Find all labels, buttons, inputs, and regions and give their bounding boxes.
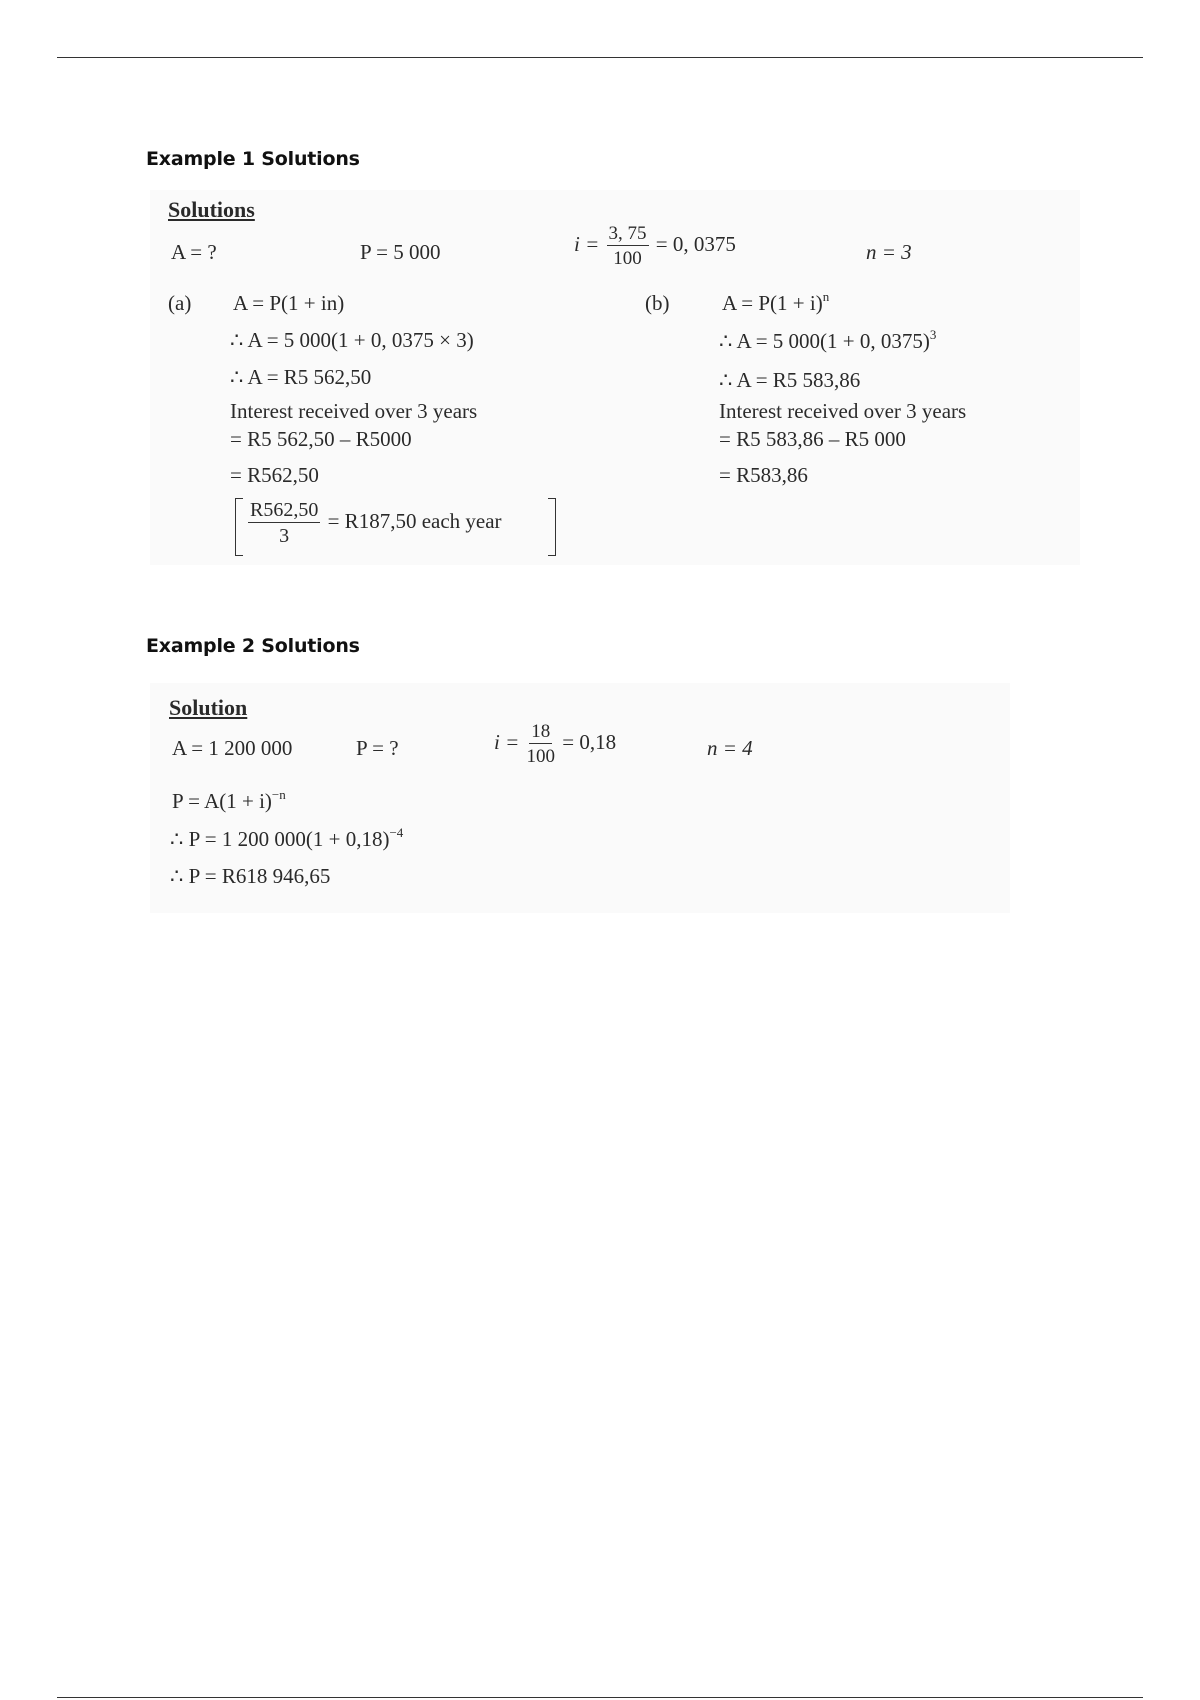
- part-b-line-3: ∴ A = R5 583,86: [719, 368, 861, 392]
- given-p: P = 5 000: [360, 240, 441, 264]
- part-a-line-4: Interest received over 3 years: [230, 399, 478, 423]
- ex2-line-2-exp: −4: [389, 825, 404, 840]
- part-b-line-1-base: A = P(1 + i): [722, 291, 823, 315]
- i-lhs: i =: [574, 231, 600, 256]
- ex2-given-a: A = 1 200 000: [172, 736, 293, 760]
- example-2-title: Solution: [169, 695, 248, 720]
- right-bracket: [548, 498, 556, 556]
- per-year-denominator: 3: [279, 525, 290, 547]
- ex2-line-2: [170, 825, 404, 851]
- part-b-line-2: [719, 327, 937, 353]
- ex2-i-rhs: = 0,18: [562, 729, 617, 754]
- ex2-line-1: [172, 787, 286, 813]
- per-year-numerator: R562,50: [250, 499, 319, 521]
- part-b-label: (b): [645, 291, 670, 315]
- part-b-line-2-exp: 3: [929, 327, 937, 342]
- left-bracket: [235, 498, 243, 556]
- ex2-line-1-exp: −n: [271, 787, 286, 802]
- ex2-i-denominator: 100: [526, 746, 556, 767]
- given-n: [866, 242, 912, 263]
- example-1-title: Solutions: [168, 197, 255, 222]
- part-a-line-5: = R5 562,50 – R5000: [230, 427, 412, 451]
- ex2-given-n-text: n = 4: [707, 736, 753, 760]
- given-i: [574, 224, 736, 268]
- ex2-line-2-base: ∴ P = 1 200 000(1 + 0,18): [170, 827, 390, 851]
- part-a-line-2: ∴ A = 5 000(1 + 0, 0375 × 3): [230, 328, 474, 352]
- bottom-rule: [57, 1697, 1143, 1698]
- part-b-line-5: = R5 583,86 – R5 000: [719, 427, 906, 451]
- part-a-line-3: ∴ A = R5 562,50: [230, 365, 372, 389]
- part-b-line-2-base: ∴ A = 5 000(1 + 0, 0375): [719, 329, 930, 353]
- given-a: A = ?: [171, 240, 217, 264]
- example-1-heading: Example 1 Solutions: [146, 148, 360, 170]
- ex2-line-1-base: P = A(1 + i): [172, 789, 272, 813]
- part-b-line-4: Interest received over 3 years: [719, 399, 967, 423]
- ex2-i-lhs: i =: [494, 729, 520, 754]
- i-fraction: [607, 224, 649, 268]
- part-a-label: (a): [168, 291, 192, 315]
- per-year-expression: [246, 500, 502, 546]
- example-2-heading: Example 2 Solutions: [146, 635, 360, 657]
- part-a-line-6: = R562,50: [230, 463, 319, 487]
- ex2-given-n: [707, 738, 753, 759]
- part-b-line-1: [722, 289, 830, 315]
- ex2-i-fraction: [527, 722, 556, 766]
- part-a-line-1: A = P(1 + in): [233, 291, 345, 315]
- i-rhs: = 0, 0375: [655, 231, 736, 256]
- given-n-text: n = 3: [866, 240, 912, 264]
- ex2-given-i: [494, 722, 616, 766]
- per-year-fraction: [248, 500, 320, 546]
- per-year-rhs: = R187,50 each year: [327, 508, 502, 533]
- top-rule: [57, 57, 1143, 58]
- part-b-line-1-exp: n: [822, 289, 830, 304]
- i-numerator: 3, 75: [608, 223, 647, 244]
- i-denominator: 100: [613, 248, 642, 269]
- part-b-line-6: = R583,86: [719, 463, 808, 487]
- ex2-i-numerator: 18: [531, 721, 551, 742]
- ex2-given-p: P = ?: [356, 736, 399, 760]
- ex2-line-3: ∴ P = R618 946,65: [170, 864, 331, 888]
